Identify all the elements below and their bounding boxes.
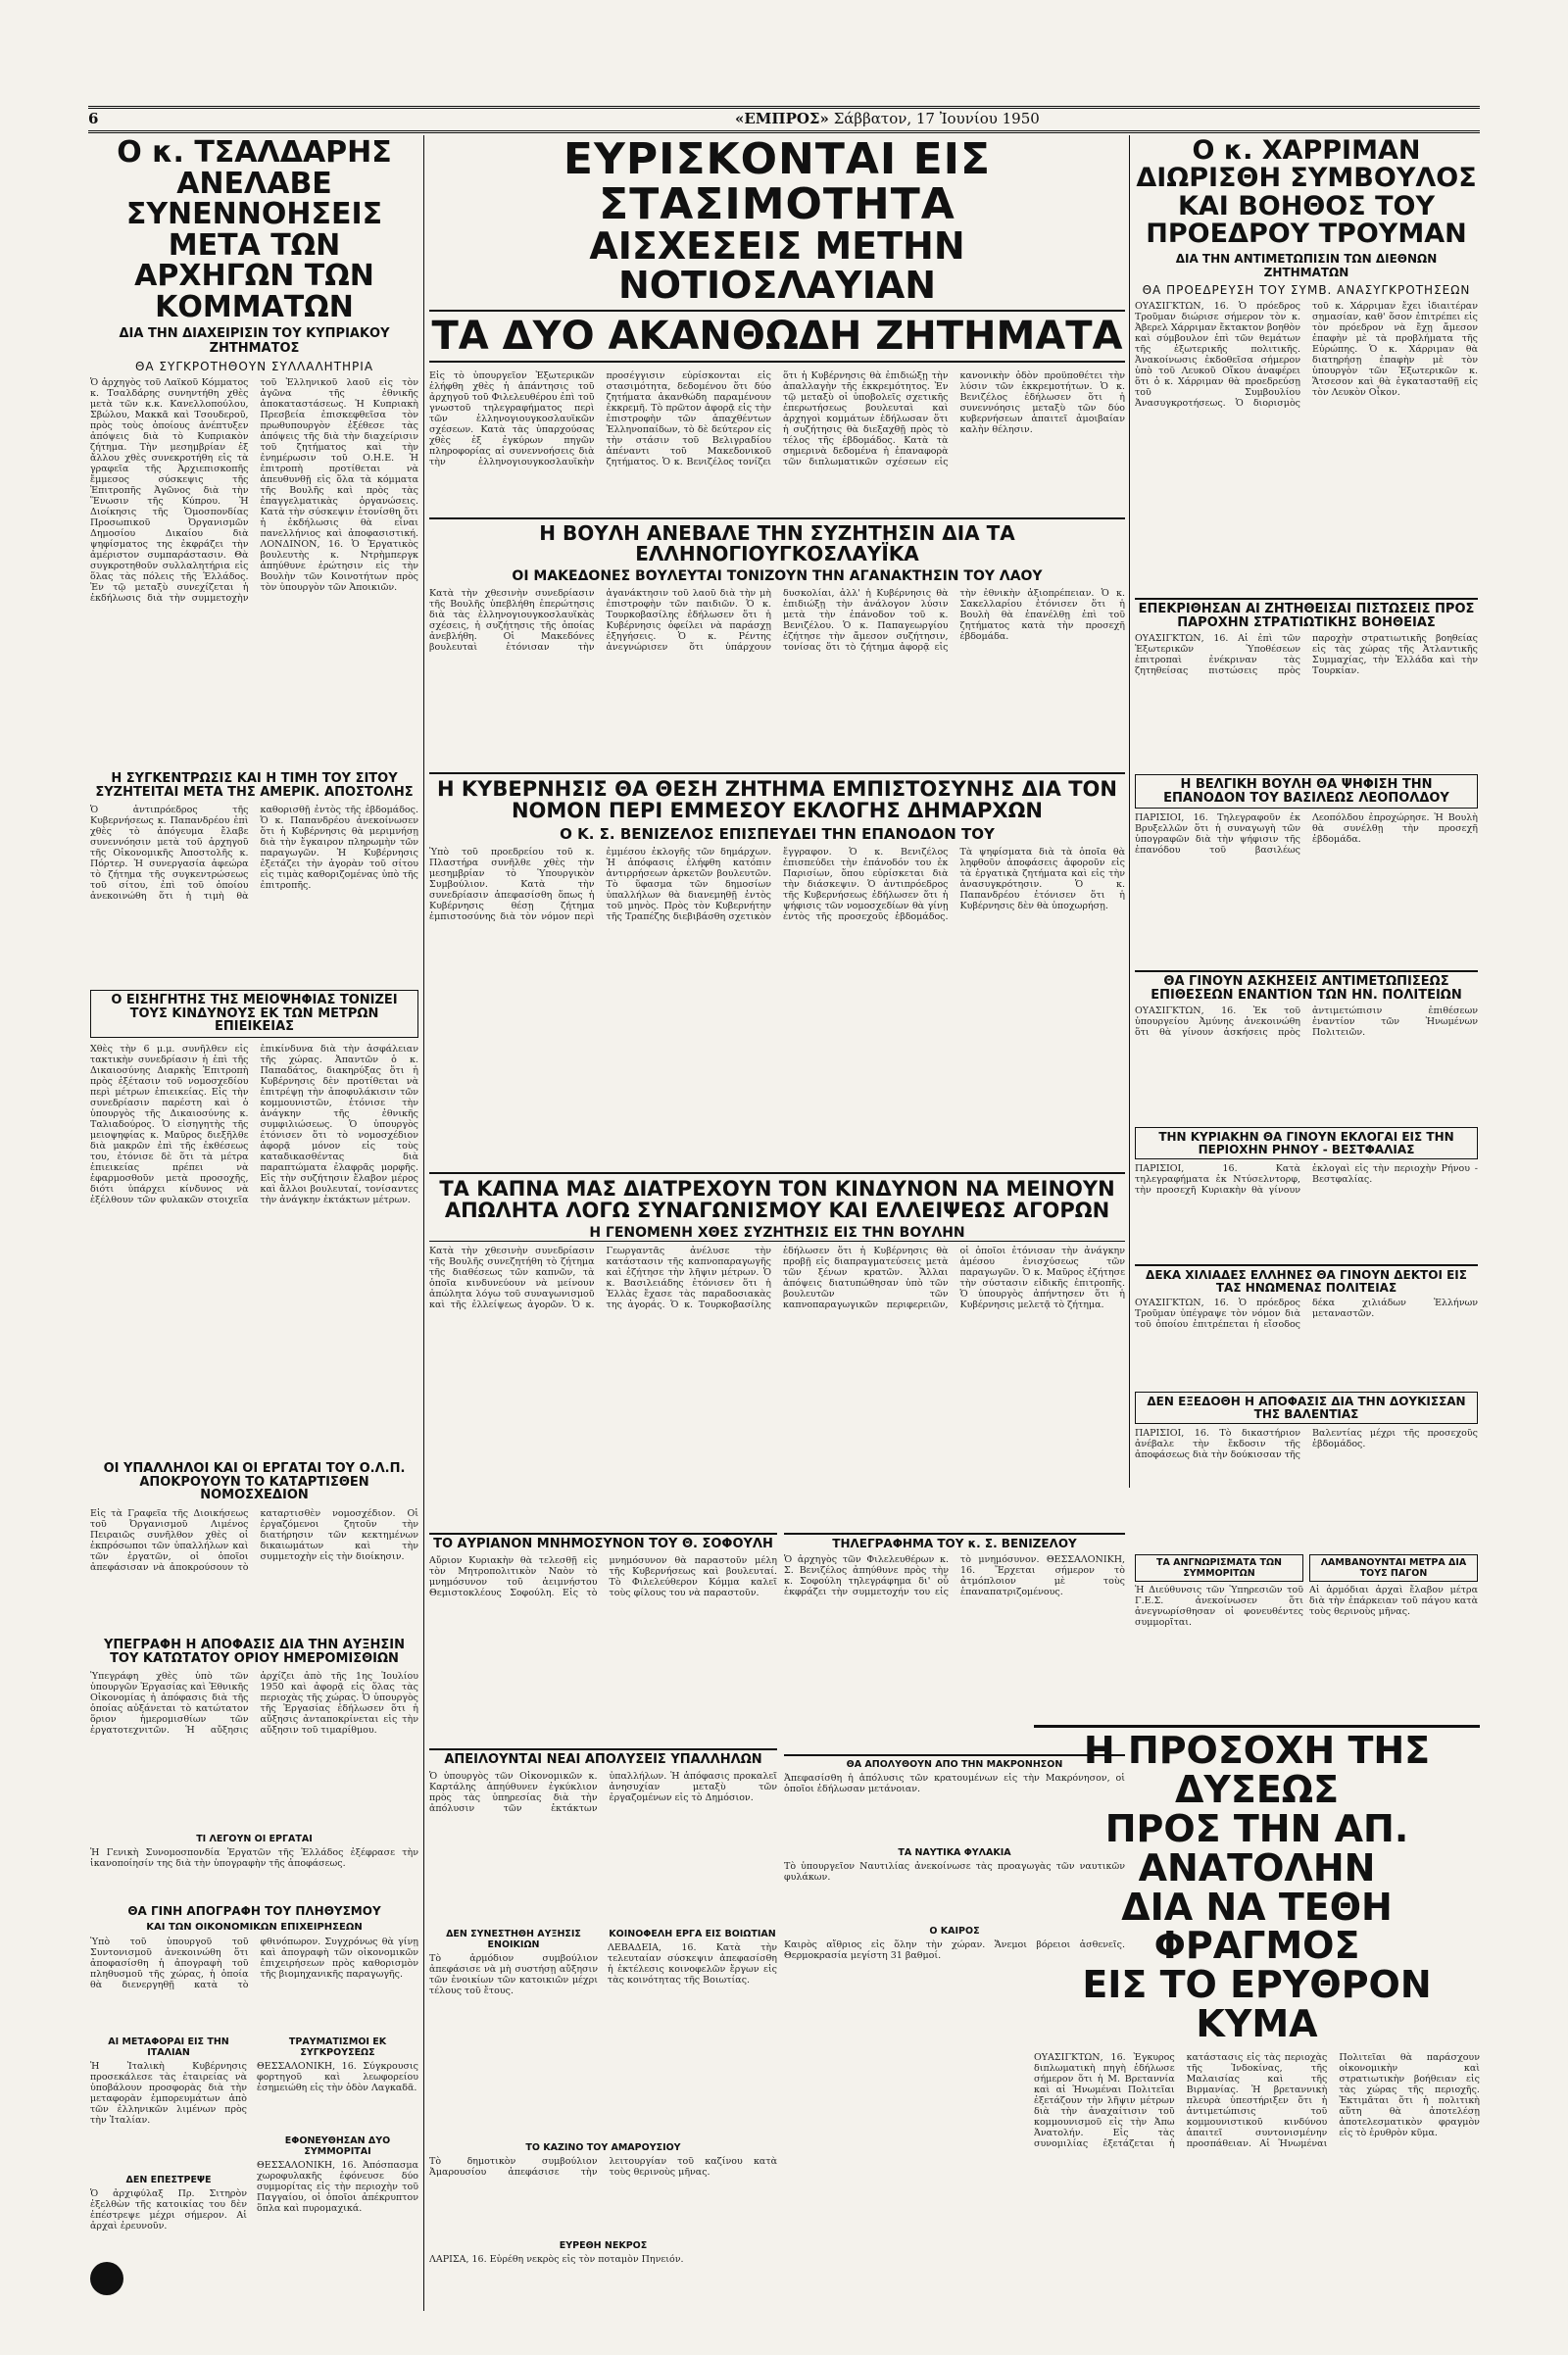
headline: Ο κ. ΤΣΑΛΔΑΡΗΣ ΑΝΕΛΑΒΕ ΣΥΝΕΝΝΟΗΣΕΙΣ ΜΕΤΑ ΤΩΝ ΑΡΧΗΓΩΝ ΤΩΝ ΚΟΜΜΑΤΩΝ [117,137,392,324]
article-body: Ἡ Γενικὴ Συνομοσπονδία Ἐργατῶν τῆς Ἑλλάδος ἐξέφρασε τὴν ἱκανοποίησίν της διὰ τὴν ὑπογραφὴν τῆς ἀποφάσεως. [90,1847,418,1870]
headline: ΤΑ ΚΑΠΝΑ ΜΑΣ ΔΙΑΤΡΕΧΟΥΝ ΤΟΝ ΚΙΝΔΥΝΟΝ ΝΑ ΜΕΙΝΟΥΝ ΑΠΩΛΗΤΑ ΛΟΓΩ ΣΥΝΑΓΩΝΙΣΜΟΥ ΚΑΙ ΕΛΛΕΙΨΕΩΣ ΑΓΟΡΩΝ [429,1172,1125,1221]
article-body: Ὁ ὑπουργὸς τῶν Οἰκονομικῶν κ. Καρτάλης ἀπηύθυνεν ἐγκύκλιον πρὸς τὰς ὑπηρεσίας διὰ τὴν ἀπόλυσιν τῶν ἐκτάκτων ὑπαλλήλων. Ἡ ἀπόφασις προκαλεῖ ἀνησυχίαν μεταξὺ τῶν ἐργαζομένων εἰς τὸ Δημόσιον. [429,1770,777,1814]
page-number: 6 [88,110,99,127]
subhead: Η ΓΕΝΟΜΕΝΗ ΧΘΕΣ ΣΥΖΗΤΗΣΙΣ ΕΙΣ ΤΗΝ ΒΟΥΛΗΝ [429,1225,1125,1242]
kicker: ΘΑ ΠΡΟΕΔΡΕΥΣΗ ΤΟΥ ΣΥΜΒ. ΑΝΑΣΥΓΚΡΟΤΗΣΕΩΝ [1142,283,1471,298]
article-venizelos-telegram [784,1533,1125,1739]
article-body: Τὸ ἁρμόδιον συμβούλιον ἀπεφάσισε νὰ μὴ συστήσῃ αὔξησιν τῶν ἐνοικίων τῶν κατοικιῶν μέχρι τέλους τοῦ ἔτους. [429,1953,598,1996]
headline-line-4: ΕΙΣ ΤΟ ΕΡΥΘΡΟΝ ΚΥΜΑ [1082,1963,1432,2046]
headline: ΕΥΡΕΘΗ ΝΕΚΡΟΣ [559,2240,648,2251]
article-boeotia [608,1923,777,2129]
column-rule [423,135,424,2311]
article-body: ΛΑΡΙΣΑ, 16. Εὑρέθη νεκρὸς εἰς τὸν ποταμὸν Πηνειόν. [429,2254,684,2265]
headline-line-2: ΠΡΟΣ ΤΗΝ ΑΠ. ΑΝΑΤΟΛΗΝ [1104,1806,1409,1889]
headline: ΤΟ ΑΥΡΙΑΝΟΝ ΜΝΗΜΟΣΥΝΟΝ ΤΟΥ Θ. ΣΟΦΟΥΛΗ [429,1533,777,1551]
article-body: Ὁ ἀντιπρόεδρος τῆς Κυβερνήσεως κ. Παπανδρέου ἐπὶ χθὲς τὸ ἀπόγευμα ἔλαβε συνεννόησιν μετὰ τοῦ ἀρχηγοῦ τῆς Οἰκονομικῆς Ἀποστολῆς κ. Πόρτερ. Ἡ συνεργασία ἀφεώρα τὸ ζήτημα τῆς συγκεντρώσεως τοῦ σίτου, ἐπὶ τοῦ ὁποίου ἀνεκοινώθη ὅτι ἡ τιμὴ θὰ καθορισθῇ ἐντὸς τῆς ἑβδομάδος. Ὁ κ. Παπανδρέου ἀνεκοίνωσεν ὅτι ἡ Κυβέρνησις θὰ μεριμνήσῃ διὰ τὴν ἔγκαιρον πληρωμὴν τῶν παραγωγῶν. Ἡ Κυβέρνησις ἐξετάζει τὴν ἀγορὰν τοῦ σίτου εἰς τιμὰς καθοριζομένας ὑπὸ τῆς ἐπιτροπῆς. [90,805,418,903]
headline: Η ΣΥΓΚΕΝΤΡΩΣΙΣ ΚΑΙ Η ΤΙΜΗ ΤΟΥ ΣΙΤΟΥ ΣΥΖΗΤΕΙΤΑΙ ΜΕΤΑ ΤΗΣ ΑΜΕΡΙΚ. ΑΠΟΣΤΟΛΗΣ [95,772,414,800]
headline: ΛΑΜΒΑΝΟΥΝΤΑΙ ΜΕΤΡΑ ΔΙΑ ΤΟΥΣ ΠΑΓΟΝ [1309,1554,1478,1582]
headline: ΤΑ ΝΑΥΤΙΚΑ ΦΥΛΑΚΙΑ [898,1847,1011,1858]
headline: ΤΗΝ ΚΥΡΙΑΚΗΝ ΘΑ ΓΙΝΟΥΝ ΕΚΛΟΓΑΙ ΕΙΣ ΤΗΝ ΠΕΡΙΟΧΗΝ ΡΗΝΟΥ - ΒΕΣΤΦΑΛΙΑΣ [1135,1127,1478,1159]
subhead: ΔΙΑ ΤΗΝ ΑΝΤΙΜΕΤΩΠΙΣΙΝ ΤΩΝ ΔΙΕΘΝΩΝ ΖΗΤΗΜΑΤΩΝ [1175,252,1438,280]
article-body: Ἡ Διεύθυνσις τῶν Ὑπηρεσιῶν τοῦ Γ.Ε.Σ. ἀνεκοίνωσεν ὅτι ἀνεγνωρίσθησαν οἱ φονευθέντες συμμορῖται. [1135,1585,1303,1628]
article-body: Ὑπὸ τοῦ προεδρείου τοῦ κ. Πλαστήρα συνῆλθε χθὲς τὴν μεσημβρίαν τὸ Ὑπουργικὸν Συμβούλιον. Κατὰ τὴν συνεδρίασιν ἀπεφασίσθη ὅπως ἡ Κυβέρνησις θέσῃ ζήτημα ἐμπιστοσύνης διὰ τὸν νόμον περὶ ἐμμέσου ἐκλογῆς τῶν δημάρχων. Ἡ ἀπόφασις ἐλήφθη κατόπιν ἀντιρρήσεων ἀρκετῶν βουλευτῶν. Τὸ ὕφασμα τῶν δημοσίων ὑπαλλήλων θὰ διανεμηθῇ ἐντὸς τοῦ μηνὸς. Πρὸς τὸν Κυβερνήτην τῆς Τραπέζης διεβιβάσθη σχετικὸν ἔγγραφον. Ὁ κ. Βενιζέλος ἐπισπεύδει τὴν ἐπάνοδόν του ἐκ Παρισίων, ὅπου εὑρίσκεται διὰ τὴν διάσκεψιν. Ὁ ἀντιπρόεδρος τῆς Κυβερνήσεως ἐδήλωσεν ὅτι ἡ ψήφισις τῶν νομοσχεδίων θὰ γίνῃ ἐντὸς τῆς προσεχοῦς ἑβδομάδος. Τὰ ψηφίσματα διὰ τὰ ὁποῖα θὰ ληφθοῦν ἀποφάσεις ἀφοροῦν εἰς τὰ ἐργατικὰ ζητήματα καὶ εἰς τὴν ἀνασυγκρότησιν. Ὁ κ. Παπανδρέου ἐτόνισεν ὅτι ἡ Κυβέρνησις δὲν θὰ ὑποχωρήσῃ. [429,847,1125,923]
article-body: Καιρὸς αἴθριος εἰς ὅλην τὴν χώραν. Ἄνεμοι βόρειοι ἀσθενεῖς. Θερμοκρασία μεγίστη 31 βαθμοί. [784,1939,1125,1961]
article-body: Ἡ Ἰταλικὴ Κυβέρνησις προσεκάλεσε τὰς ἐταιρείας νὰ ὑποβάλουν προσφορὰς διὰ τὴν μεταφορὰν ἐμπορευμάτων ἀπὸ τῶν ἑλληνικῶν λιμένων πρὸς τὴν Ἰταλίαν. [90,2061,247,2126]
headline: ΑΠΕΙΛΟΥΝΤΑΙ ΝΕΑΙ ΑΠΟΛΥΣΕΙΣ ΥΠΑΛΛΗΛΩΝ [429,1748,777,1767]
article-body: ΟΥΑΣΙΓΚΤΩΝ, 16. Ὁ πρόεδρος Τροῦμαν ὑπέγραψε τὸν νόμον διὰ τοῦ ὁποίου ἐπιτρέπεται ἡ εἴσοδος δέκα χιλιάδων Ἑλλήνων μεταναστῶν. [1135,1298,1478,1331]
subhead: ΔΙΑ ΤΗΝ ΔΙΑΧΕΙΡΙΣΙΝ ΤΟΥ ΚΥΠΡΙΑΚΟΥ ΖΗΤΗΜΑΤΟΣ [119,326,390,356]
headline: ΔΕΝ ΕΞΕΔΟΘΗ Η ΑΠΟΦΑΣΙΣ ΔΙΑ ΤΗΝ ΔΟΥΚΙΣΣΑΝ ΤΗΣ ΒΑΛΕΝΤΙΑΣ [1135,1392,1478,1424]
article-tsaldaris [90,137,418,764]
article-census [90,1905,418,2023]
article-body: ΟΥΑΣΙΓΚΤΩΝ, 16. Αἱ ἐπὶ τῶν Ἐξωτερικῶν Ὑποθέσεων ἐπιτροπαὶ ἐνέκριναν τὰς ζητηθείσας πιστώσεις πρὸς παροχὴν στρατιωτικῆς βοηθείας εἰς τὰς χώρας τῆς Ἀτλαντικῆς Συμμαχίας, τὴν Ἑλλάδα καὶ τὴν Τουρκίαν. [1135,633,1478,677]
article-body: ΠΑΡΙΣΙΟΙ, 16. Τηλεγραφοῦν ἐκ Βρυξελλῶν ὅτι ἡ συναγωγὴ τῶν ὑπογραφῶν διὰ τὴν ψήφισιν τῆς ἐπανόδου τοῦ βασιλέως Λεοπόλδου ἐπροχώρησε. Ἡ Βουλὴ θὰ συνέλθῃ τὴν προσεχῆ ἑβδομάδα. [1135,812,1478,857]
article-body: Ὁ ἀρχηγὸς τοῦ Λαϊκοῦ Κόμματος κ. Τσαλδάρης συνηντήθη χθὲς μετὰ τῶν κ.κ. Κανελλοπούλου, Σβώλου, Μακκᾶ καὶ Τσουδεροῦ, πρὸς τοὺς ὁποίους ἀνέπτυξεν ἀπόψεις διὰ τὸ Κυπριακὸν ζήτημα. Τὴν μεσημβρίαν ἐξ ἄλλου χθὲς συνεκροτήθη εἰς τὰ γραφεῖα τῆς Ἀρχιεπισκοπῆς ἔμμεσος σύσκεψις τῆς Ἐπιτροπῆς Ἀγῶνος διὰ τὴν Ἕνωσιν τῆς Κύπρου. Ἡ Διοίκησις τῆς Ὁμοσπονδίας Προσωπικοῦ Ὀργανισμῶν Δημοσίου Δικαίου διὰ ψηφίσματος της ἐκφράζει τὴν ἀμέριστον συμπαράστασιν. Θὰ συγκροτηθοῦν συλλαλητήρια εἰς ὅλας τὰς πόλεις τῆς Ἑλλάδος. Ἐν τῷ μεταξὺ συνεχίζεται ἡ ἐκδήλωσις διὰ τὴν συμμετοχὴν τοῦ Ἑλληνικοῦ λαοῦ εἰς τὸν ἀγῶνα τῆς ἐθνικῆς ἀποκαταστάσεως. Ἡ Κυπριακὴ Πρεσβεία ἐπισκεφθεῖσα τὸν πρωθυπουργὸν ἐξέθεσε τὰς ἀπόψεις τῆς διὰ τὴν διαχείρισιν τοῦ ζητήματος καὶ τὴν ἐνημέρωσιν τοῦ Ο.Η.Ε. Ἡ ἐπιτροπὴ προτίθεται νὰ ἀπευθυνθῇ εἰς ὅλα τὰ κόμματα τῆς Βουλῆς καὶ πρὸς τὰς ἐπαγγελματικὰς ὀργανώσεις. Κατὰ τὴν σύσκεψιν ἐτονίσθη ὅτι ἡ ἐκδήλωσις θὰ εἶναι πανελλήνιος καὶ ἀποφασιστική. ΛΟΝΔΙΝΟΝ, 16. Ὁ Ἐργατικὸς βουλευτὴς κ. Ντρὴμπεργκ ἀπηύθυνε ἐρώτησιν εἰς τὴν Βουλὴν τῶν Κοινοτήτων πρὸς τὸν ὑπουργὸν τῶν Ἀποικιῶν. [90,377,418,604]
article-body: ΟΥΑΣΙΓΚΤΩΝ, 16. Ὁ πρόεδρος Τροῦμαν διώρισε σήμερον τὸν κ. Ἀβερελ Χάρριμαν ἔκτακτον βοηθὸν καὶ σύμβουλον ἐπὶ τῶν θεμάτων τῆς ἐξωτερικῆς πολιτικῆς. Ἀνακοίνωσις ἐκδοθεῖσα σήμερον ὑπὸ τοῦ Λευκοῦ Οἴκου ἀναφέρει ὅτι ὁ κ. Χάρριμαν θὰ προεδρεύσῃ τοῦ Συμβουλίου Ἀνασυγκροτήσεως. Ὁ διορισμὸς τοῦ κ. Χάρριμαν ἔχει ἰδιαιτέραν σημασίαν, καθ' ὅσον ἐπιτρέπει εἰς τὸν πρόεδρον νὰ ἔχῃ ἄμεσον ἐπαφὴν μὲ τὰ προβλήματα τῆς Εὐρώπης. Ὁ κ. Χάρριμαν θὰ διατηρήσῃ ἐπαφὴν μὲ τὸν ὑπουργὸν τῶν Ἐξωτερικῶν κ. Ἄτσεσον καὶ θὰ ἐγκατασταθῇ εἰς τὸν Λευκὸν Οἶκον. [1135,301,1478,410]
paper-name: «ΕΜΠΡΟΣ» [735,110,829,127]
headline: ΚΟΙΝΟΦΕΛΗ ΕΡΓΑ ΕΙΣ ΒΟΙΩΤΙΑΝ [609,1929,776,1939]
article-body: Ὁ ἀρχηγὸς τῶν Φιλελευθέρων κ. Σ. Βενιζέλος ἀπηύθυνε πρὸς τὴν κ. Σοφούλη τηλεγράφημα δι' οὗ ἐκφράζει τὴν συμμετοχήν του εἰς τὸ μνημόσυνον. ΘΕΣΣΑΛΟΝΙΚΗ, 16. Ἔρχεται σήμερον τὸ ἀτμόπλοιον μὲ τοὺς ἐπαναπατριζομένους. [784,1553,1125,1597]
article-body: Εἰς τὸ ὑπουργεῖον Ἐξωτερικῶν ἐλήφθη χθὲς ἡ ἀπάντησις τοῦ ἀρχηγοῦ τοῦ Φιλελευθέρου ἐπὶ τοῦ γνωστοῦ τηλεγραφήματος περὶ τῶν ἑλληνογιουγκοσλαυϊκῶν σχέσεων. Κατὰ τὰς ὑπαρχούσας χθὲς ἐξ ἐγκύρων πηγῶν πληροφορίας αἱ συνεννοήσεις διὰ τὴν ἑλληνογιουγκοσλαυϊκὴν προσέγγισιν εὑρίσκονται εἰς στασιμότητα, δεδομένου ὅτι δύο ζητήματα ἀκανθώδη παραμένουν ἐκκρεμῆ. Τὸ πρῶτον ἀφορᾷ εἰς τὴν ἐπιστροφὴν τῶν ἀπαχθέντων Ἑλληνοπαίδων, τὸ δὲ δεύτερον εἰς τὴν στάσιν τοῦ Βελιγραδίου ἀπέναντι τοῦ Μακεδονικοῦ ζητήματος. Ὁ κ. Βενιζέλος τονίζει ὅτι ἡ Κυβέρνησις θὰ ἐπιδιώξῃ τὴν ἀπαλλαγὴν τῆς ἐκκρεμότητος. Ἐν τῷ μεταξὺ οἱ ὑποβολεῖς σχετικῆς ἐπερωτήσεως βουλευταὶ καὶ ἀρχηγοὶ κομμάτων ἐδήλωσαν ὅτι ἡ συζήτησις θὰ διεξαχθῇ πρὸς τὸ τέλος τῆς ἑβδομάδος. Κατὰ τὰ σημερινὰ δεδομένα ἡ ἐπαναφορὰ τῶν διπλωματικῶν σχέσεων εἰς κανονικὴν ὁδὸν προϋποθέτει τὴν λύσιν τῶν ἐκκρεμοτήτων. Ὁ κ. Βενιζέλος ἐδήλωσεν ὅτι ἡ συνεννόησις μεταξὺ τῶν δύο κυβερνήσεων ἀπαιτεῖ ἀμοιβαίαν καλὴν θέλησιν. [429,370,1125,468]
issue-date: Σάββατον, 17 Ἰουνίου 1950 [833,110,1040,127]
headline: ΘΑ ΑΠΟΛΥΘΟΥΝ ΑΠΟ ΤΗΝ ΜΑΚΡΟΝΗΣΟΝ [784,1754,1125,1770]
headline: Η ΒΟΥΛΗ ΑΝΕΒΑΛΕ ΤΗΝ ΣΥΖΗΤΗΣΙΝ ΔΙΑ ΤΑ ΕΛΛΗΝΟΓΙΟΥΓΚΟΣΛΑΥΪΚΑ [429,517,1125,564]
headline-line-1: Η ΠΡΟΣΟΧΗ ΤΗΣ ΔΥΣΕΩΣ [1034,1725,1480,1810]
article-body: Ὑπεγράφη χθὲς ὑπὸ τῶν ὑπουργῶν Ἐργασίας καὶ Ἐθνικῆς Οἰκονομίας ἡ ἀπόφασις διὰ τῆς ὁποίας αὐξάνεται τὸ κατώτατον ὅριον ἡμερομισθίων τῶν ἐργατοτεχνιτῶν. Ἡ αὔξησις ἀρχίζει ἀπὸ τῆς 1ης Ἰουλίου 1950 καὶ ἀφορᾷ εἰς ὅλας τὰς περιοχὰς τῆς χώρας. Ὁ ὑπουργὸς τῆς Ἐργασίας ἐδήλωσεν ὅτι ἡ αὔξησις ἀνταποκρίνεται εἰς τὴν αὔξησιν τοῦ τιμαρίθμου. [90,1671,418,1737]
headline: ΤΟ ΚΑΖΙΝΟ ΤΟΥ ΑΜΑΡΟΥΣΙΟΥ [525,2142,681,2153]
article-body: Κατὰ τὴν χθεσινὴν συνεδρίασιν τῆς Βουλῆς ὑπεβλήθη ἐπερώτησις διὰ τὰς ἑλληνογιουγκοσλαυϊκὰς σχέσεις, ἡ συζήτησις τῆς ὁποίας ἀνεβλήθη. Οἱ Μακεδόνες βουλευταὶ ἐτόνισαν τὴν ἀγανάκτησιν τοῦ λαοῦ διὰ τὴν μὴ ἐπιστροφὴν τῶν παιδιῶν. Ὁ κ. Τουρκοβασίλης ἐδήλωσεν ὅτι ἡ Κυβέρνησις ὀφείλει νὰ παράσχῃ ἐξηγήσεις. Ὁ κ. Ρέντης ἀνεγνώρισεν ὅτι ὑπάρχουν δυσκολίαι, ἀλλ' ἡ Κυβέρνησις θὰ ἐπιδιώξῃ τὴν ἀνάλογον λύσιν μετὰ τὴν ἐπάνοδον τοῦ κ. Βενιζέλου. Ὁ κ. Παπαγεωργίου ἐζήτησε τὴν ἄμεσον συζήτησιν, τονίσας ὅτι τὸ ζήτημα ἀφορᾷ εἰς τὴν ἐθνικὴν ἀξιοπρέπειαν. Ὁ κ. Σακελλαρίου ἐτόνισεν ὅτι ἡ Βουλὴ θὰ ἐπανέλθῃ ἐπὶ τοῦ ζητήματος κατὰ τὴν προσεχῆ ἑβδομάδα. [429,588,1125,653]
headline: Η ΒΕΛΓΙΚΗ ΒΟΥΛΗ ΘΑ ΨΗΦΙΣΗ ΤΗΝ ΕΠΑΝΟΔΟΝ ΤΟΥ ΒΑΣΙΛΕΩΣ ΛΕΟΠΟΛΔΟΥ [1135,774,1478,809]
headline: ΔΕΝ ΣΥΝΕΣΤΗΘΗ ΑΥΞΗΣΙΣ ΕΝΟΙΚΙΩΝ [446,1929,581,1950]
kicker: ΘΑ ΣΥΓΚΡΟΤΗΘΟΥΝ ΣΥΛΛΑΛΗΤΗΡΙΑ [134,360,374,373]
headline: ΥΠΕΓΡΑΦΗ Η ΑΠΟΦΑΣΙΣ ΔΙΑ ΤΗΝ ΑΥΞΗΣΙΝ ΤΟΥ ΚΑΤΩΤΑΤΟΥ ΟΡΙΟΥ ΗΜΕΡΟΜΙΣΘΙΩΝ [104,1639,405,1666]
headline: Ο κ. ΧΑΡΡΙΜΑΝ ΔΙΩΡΙΣΘΗ ΣΥΜΒΟΥΛΟΣ ΚΑΙ ΒΟΗΘΟΣ ΤΟΥ ΠΡΟΕΔΡΟΥ ΤΡΟΥΜΑΝ [1136,137,1477,250]
article-body: ΠΑΡΙΣΙΟΙ, 16. Κατὰ τηλεγραφήματα ἐκ Ντύσελντορφ, τὴν προσεχῆ Κυριακὴν θὰ γίνουν ἐκλογαὶ εἰς τὴν περιοχὴν Ρήνου - Βεστφαλίας. [1135,1163,1478,1197]
article-sofoulis-memorial [429,1533,777,1739]
article-body: ΘΕΣΣΑΛΟΝΙΚΗ, 16. Ἀπόσπασμα χωροφυλακῆς ἐφόνευσε δύο συμμορίτας εἰς τὴν περιοχὴν τοῦ Παγγαίου, οἱ ὁποῖοι ἀπέκρυπτον ὅπλα καὶ πυρομαχικά. [257,2160,418,2214]
article-body: ΛΕΒΑΔΕΙΑ, 16. Κατὰ τὴν τελευταίαν σύσκεψιν ἀπεφασίσθη ἡ ἐκτέλεσις κοινοφελῶν ἔργων εἰς τὰς κοινότητας τῆς Βοιωτίας. [608,1942,777,1986]
headline: ΘΑ ΓΙΝΗ ΑΠΟΓΡΑΦΗ ΤΟΥ ΠΛΗΘΥΣΜΟΥ [127,1905,381,1918]
article-casino [429,2136,777,2293]
article-minimum-wage [90,1639,418,1893]
headline: ΤΗΛΕΓΡΑΦΗΜΑ ΤΟΥ κ. Σ. ΒΕΝΙΖΕΛΟΥ [784,1533,1125,1550]
article-body: ΟΥΑΣΙΓΚΤΩΝ, 16. Ἐγκυρος διπλωματικὴ πηγὴ ἐδήλωσε σήμερον ὅτι ἡ Μ. Βρεταννία καὶ αἱ Ἡνωμέναι Πολιτεῖαι ἐξετάζουν τὴν λῆψιν μέτρων διὰ τὴν ἀναχαίτισιν τοῦ κομμουνισμοῦ εἰς τὴν Ἀπω Ἀνατολήν. Εἰς τὰς συνομιλίας ἐξετάζεται ἡ κατάστασις εἰς τὰς περιοχὰς τῆς Ἰνδοκίνας, τῆς Μαλαισίας καὶ τῆς Βιρμανίας. Ἡ βρεταννικὴ πλευρὰ ὑπεστήριξεν ὅτι ἡ ἀντιμετώπισις τοῦ κομμουνιστικοῦ κινδύνου ἀπαιτεῖ συντονισμένην προσπάθειαν. Αἱ Ἡνωμέναι Πολιτεῖαι θὰ παράσχουν οἰκονομικὴν καὶ στρατιωτικὴν βοήθειαν εἰς τὰς χώρας τῆς περιοχῆς. Ἐκτιμᾶται ὅτι ἡ πολιτικὴ αὕτη θὰ ἀποτελέσῃ ἀποτελεσματικὸν φραγμὸν εἰς τὸ ἐρυθρὸν κῦμα. [1034,2052,1480,2150]
subhead: ΟΙ ΜΑΚΕΔΟΝΕΣ ΒΟΥΛΕΥΤΑΙ ΤΟΝΙΖΟΥΝ ΤΗΝ ΑΓΑΝΑΚΤΗΣΙΝ ΤΟΥ ΛΑΟΥ [512,568,1043,584]
article-military-aid [1135,598,1478,764]
article-italy-transport [90,2031,247,2295]
article-body: ΟΥΑΣΙΓΚΤΩΝ, 16. Ἐκ τοῦ ὑπουργείου Ἀμύνης ἀνεκοινώθη ὅτι θὰ γίνουν ἀσκήσεις πρὸς ἀντιμετώπισιν ἐπιθέσεων ἐναντίον τῶν Ἡνωμένων Πολιτειῶν. [1135,1006,1478,1039]
headline: ΕΦΟΝΕΥΘΗΣΑΝ ΔΥΟ ΣΥΜΜΟΡΙΤΑΙ [284,2135,391,2157]
headline: ΕΠΕΚΡΙΘΗΣΑΝ ΑΙ ΖΗΤΗΘΕΙΣΑΙ ΠΙΣΤΩΣΕΙΣ ΠΡΟΣ ΠΑΡΟΧΗΝ ΣΤΡΑΤΙΩΤΙΚΗΣ ΒΟΗΘΕΙΑΣ [1135,598,1478,629]
article-body: ΠΑΡΙΣΙΟΙ, 16. Τὸ δικαστήριον ἀνέβαλε τὴν ἔκδοσιν τῆς ἀποφάσεως διὰ τὴν δούκισσαν τῆς Βαλεντίας μέχρι τῆς προσεχοῦς ἑβδομάδος. [1135,1428,1478,1461]
article-body: Ἀπεφασίσθη ἡ ἀπόλυσις τῶν κρατουμένων εἰς τὴν Μακρόνησον, οἱ ὁποῖοι ἐδήλωσαν μετάνοιαν. [784,1773,1125,1794]
article-minority-rapporteur [90,990,418,1450]
headline: ΑΙ ΜΕΤΑΦΟΡΑΙ ΕΙΣ ΤΗΝ ΙΤΑΛΙΑΝ [108,2036,229,2058]
headline: ΤΡΑΥΜΑΤΙΣΜΟΙ ΕΚ ΣΥΓΚΡΟΥΣΕΩΣ [288,2036,387,2058]
article-small-items [257,2031,418,2295]
article-westphalia [1135,1127,1478,1254]
subhead: ΚΑΙ ΤΩΝ ΟΙΚΟΝΟΜΙΚΩΝ ΕΠΙΧΕΙΡΗΣΕΩΝ [146,1921,363,1933]
article-bandits-identification [1135,1548,1303,1715]
article-harriman [1135,137,1478,588]
headline: Ο ΚΑΙΡΟΣ [929,1926,980,1937]
headline: ΘΑ ΓΙΝΟΥΝ ΑΣΚΗΣΕΙΣ ΑΝΤΙΜΕΤΩΠΙΣΕΩΣ ΕΠΙΘΕΣΕΩΝ ΕΝΑΝΤΙΟΝ ΤΩΝ ΗΝ. ΠΟΛΙΤΕΙΩΝ [1135,970,1478,1002]
masthead-date [735,110,1040,127]
headline: ΟΙ ΥΠΑΛΛΗΛΟΙ ΚΑΙ ΟΙ ΕΡΓΑΤΑΙ ΤΟΥ Ο.Λ.Π. ΑΠΟΚΡΟΥΟΥΝ ΤΟ ΚΑΤΑΡΤΙΣΘΕΝ ΝΟΜΟΣΧΕΔΙΟΝ [103,1462,406,1503]
headline-line-3: ΤΑ ΔΥΟ ΑΚΑΝΘΩΔΗ ΖΗΤΗΜΑΤΑ [429,310,1125,363]
article-wheat [90,772,418,978]
article-confidence-vote [429,772,1125,1164]
article-body: Ὑπὸ τοῦ ὑπουργοῦ τοῦ Συντονισμοῦ ἀνεκοινώθη ὅτι ἀποφασίσθη ἡ ἀπογραφὴ τοῦ πληθυσμοῦ τῆς χώρας, ἡ ὁποία θὰ διενεργηθῇ κατὰ τὸ φθινόπωρον. Συγχρόνως θὰ γίνῃ καὶ ἀπογραφὴ τῶν οἰκονομικῶν ἐπιχειρήσεων πρὸς καθορισμὸν τῆς βιομηχανικῆς παραγωγῆς. [90,1936,418,1990]
subhead: Ο Κ. Σ. ΒΕΝΙΖΕΛΟΣ ΕΠΙΣΠΕΥΔΕΙ ΤΗΝ ΕΠΑΝΟΔΟΝ ΤΟΥ [560,825,995,844]
headline-line-2: ΑΙΣΧΕΣΕΙΣ ΜΕΤΗΝ ΝΟΤΙΟΣΛΑΥΙΑΝ [589,224,965,308]
article-body: Εἰς τὰ Γραφεῖα τῆς Διοικήσεως τοῦ Ὀργανισμοῦ Λιμένος Πειραιῶς συνῆλθον χθὲς οἱ ἐκπρόσωποι τῶν ὑπαλλήλων καὶ τῶν ἐργατῶν, οἱ ὁποῖοι ἀπεφάσισαν νὰ ἀποκρούσουν τὸ καταρτισθὲν νομοσχέδιον. Οἱ ἐργαζόμενοι ζητοῦν τὴν διατήρησιν τῶν κεκτημένων δικαιωμάτων καὶ τὴν συμμετοχὴν εἰς τὴν διοίκησιν. [90,1507,418,1573]
article-body: Κατὰ τὴν χθεσινὴν συνεδρίασιν τῆς Βουλῆς συνεζητήθη τὸ ζήτημα τῆς διαθέσεως τῶν καπνῶν, τὰ ὁποῖα κινδυνεύουν νὰ μείνουν ἀπώλητα λόγω τοῦ συναγωνισμοῦ καὶ τῆς ἐλλείψεως ἀγορῶν. Ὁ κ. Γεωργαντᾶς ἀνέλυσε τὴν κατάστασιν τῆς καπνοπαραγωγῆς καὶ ἐζήτησε τὴν λῆψιν μέτρων. Ὁ κ. Βασιλειάδης ἐτόνισεν ὅτι ἡ Ἑλλὰς ἔχασε τὰς παραδοσιακὰς της ἀγοράς. Ὁ κ. Τουρκοβασίλης ἐδήλωσεν ὅτι ἡ Κυβέρνησις θὰ προβῇ εἰς διαπραγματεύσεις μετὰ τῶν ξένων κρατῶν. Ἄλλαι ἀπόψεις διατυπώθησαν ὑπὸ τῶν βουλευτῶν τῶν καπνοπαραγωγικῶν περιφερειῶν, οἱ ὁποῖοι ἐτόνισαν τὴν ἀνάγκην ἀμέσου ἐνισχύσεως τῶν παραγωγῶν. Ὁ κ. Μαῦρος ἐζήτησε τὴν σύστασιν εἰδικῆς ἐπιτροπῆς. Ὁ ὑπουργὸς ἀπήντησεν ὅτι ἡ Κυβέρνησις μελετᾷ τὸ ζήτημα. [429,1246,1125,1311]
article-valencia [1135,1392,1478,1539]
headline-line-1: ΕΥΡΙΣΚΟΝΤΑΙ ΕΙΣ ΣΤΑΣΙΜΟΤΗΤΑ [563,137,992,230]
article-layoffs [429,1748,777,1915]
article-olp [90,1462,418,1627]
headline-line-3: ΔΙΑ ΝΑ ΤΕΘΗ ΦΡΑΓΜΟΣ [1121,1885,1393,1968]
article-body: Ὁ ἀρχιφύλαξ Πρ. Σιτηρὸν ἐξελθὼν τῆς κατοικίας του δὲν ἐπέστρεψε μέχρι σήμερον. Αἱ ἀρχαὶ ἐρευνοῦν. [90,2188,247,2232]
ink-blot [90,2262,123,2295]
headline: ΤΑ ΑΝΓΝΩΡΙΣΜΑΤΑ ΤΩΝ ΣΥΜΜΟΡΙΤΩΝ [1135,1554,1303,1582]
masthead [88,106,1480,133]
article-body: Χθὲς τὴν 6 μ.μ. συνῆλθεν εἰς τακτικὴν συνεδρίασιν ἡ ἐπὶ τῆς Δικαιοσύνης Διαρκὴς Ἐπιτροπὴ πρὸς ἐξέτασιν τοῦ νομοσχεδίου περὶ μέτρων ἐπιεικείας. Εἰς τὴν συνεδρίασιν παρέστη καὶ ὁ ὑπουργὸς τῆς Δικαιοσύνης κ. Ταλιαδούρος. Ὁ εἰσηγητὴς τῆς μειοψηφίας κ. Μαῦρος διεξῆλθε διὰ μακρῶν ἐπὶ τῆς ἐκθέσεως του, ἐτόνισε δὲ ὅτι τὰ μέτρα ἐπιεικείας πρέπει νὰ ἐφαρμοσθοῦν μετὰ προσοχῆς, διότι ὑπάρχει κίνδυνος νὰ ἐξέλθουν τῶν φυλακῶν στοιχεῖα ἐπικίνδυνα διὰ τὴν ἀσφάλειαν τῆς χώρας. Ἀπαντῶν ὁ κ. Παπαδάτος, διακηρύξας ὅτι ἡ Κυβέρνησις δὲν προτίθεται νὰ ἐπιτρέψῃ τὴν ἀποφυλάκισιν τῶν κομμουνιστῶν, ἐτόνισε τὴν ἀνάγκην τῆς ἐθνικῆς συμφιλιώσεως. Ὁ ὑπουργὸς ἐτόνισεν ὅτι τὸ νομοσχέδιον ἀφορᾷ μόνον εἰς τοὺς καταδικασθέντας διὰ παραπτώματα ἐλαφρᾶς μορφῆς. Εἰς τὴν συζήτησιν ἔλαβον μέρος καὶ ἄλλοι βουλευταί, τονίσαντες τὴν ἀνάγκην ἐκτάκτων μέτρων. [90,1043,418,1205]
article-tobacco [429,1172,1125,1525]
headline: Η ΚΥΒΕΡΝΗΣΙΣ ΘΑ ΘΕΣΗ ΖΗΤΗΜΑ ΕΜΠΙΣΤΟΣΥΝΗΣ ΔΙΑ ΤΟΝ ΝΟΜΟΝ ΠΕΡΙ ΕΜΜΕΣΟΥ ΕΚΛΟΓΗΣ ΔΗΜΑΡΧΩΝ [429,772,1125,821]
article-body: Τὸ δημοτικὸν συμβούλιον Ἀμαρουσίου ἀπεφάσισε τὴν λειτουργίαν τοῦ καζίνου κατὰ τοὺς θερινοὺς μῆνας. [429,2156,777,2178]
article-body: Αἱ ἁρμόδιαι ἀρχαὶ ἔλαβον μέτρα διὰ τὴν ἐπάρκειαν τοῦ πάγου κατὰ τοὺς θερινοὺς μῆνας. [1309,1585,1478,1617]
article-body: Τὸ ὑπουργεῖον Ναυτιλίας ἀνεκοίνωσε τὰς προαγωγὰς τῶν ναυτικῶν φυλάκων. [784,1861,1125,1883]
article-ice-measures [1309,1548,1478,1715]
column-rule [1129,135,1130,1488]
article-defense-exercises [1135,970,1478,1117]
article-yugoslavia [429,137,1125,510]
article-parliament-yugoslav [429,517,1125,762]
midhead: ΤΙ ΛΕΓΟΥΝ ΟΙ ΕΡΓΑΤΑΙ [196,1834,313,1845]
article-western-attention [1034,1725,1480,2298]
article-body: Αὔριον Κυριακὴν θὰ τελεσθῇ εἰς τὸν Μητροπολιτικὸν Ναὸν τὸ μνημόσυνον τοῦ ἀειμνήστου Θεμιστοκλέους Σοφούλη. Εἰς τὸ μνημόσυνον θὰ παραστοῦν μέλη τῆς Κυβερνήσεως καὶ βουλευταί. Τὸ Φιλελεύθερον Κόμμα καλεῖ τοὺς φίλους του νὰ παραστοῦν. [429,1554,777,1598]
article-rents [429,1923,598,2129]
article-greek-immigrants [1135,1264,1478,1382]
article-body: ΘΕΣΣΑΛΟΝΙΚΗ, 16. Σύγκρουσις φορτηγοῦ καὶ λεωφορείου ἐσημειώθη εἰς τὴν ὁδὸν Λαγκαδᾶ. [257,2061,418,2093]
headline: ΔΕΚΑ ΧΙΛΙΑΔΕΣ ΕΛΛΗΝΕΣ ΘΑ ΓΙΝΟΥΝ ΔΕΚΤΟΙ ΕΙΣ ΤΑΣ ΗΝΩΜΕΝΑΣ ΠΟΛΙΤΕΙΑΣ [1135,1264,1478,1294]
article-belgium [1135,774,1478,960]
headline: Ο ΕΙΣΗΓΗΤΗΣ ΤΗΣ ΜΕΙΟΨΗΦΙΑΣ ΤΟΝΙΖΕΙ ΤΟΥΣ ΚΙΝΔΥΝΟΥΣ ΕΚ ΤΩΝ ΜΕΤΡΩΝ ΕΠΙΕΙΚΕΙΑΣ [90,990,418,1038]
headline: ΔΕΝ ΕΠΕΣΤΡΕΨΕ [125,2175,212,2185]
